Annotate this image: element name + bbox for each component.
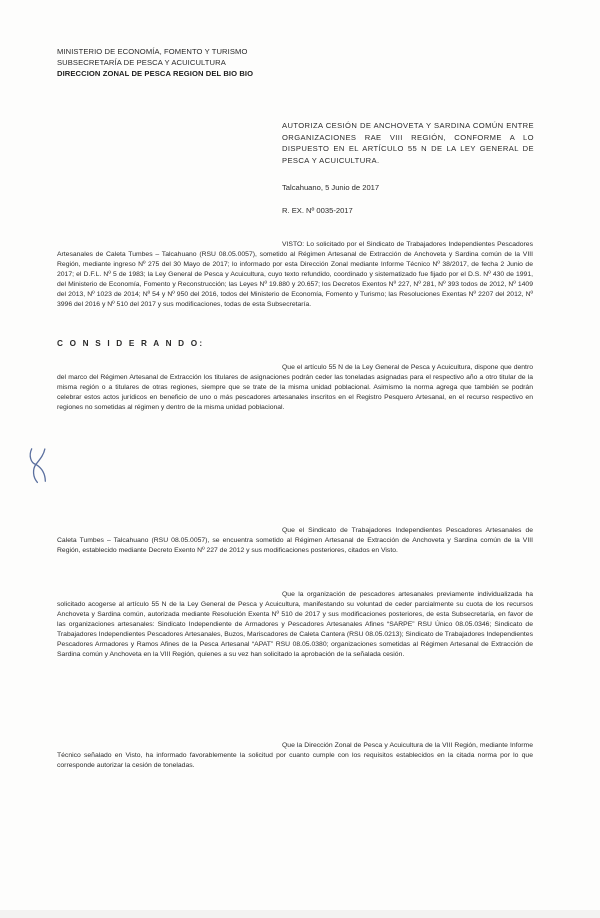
paragraph-lead: Que la Dirección Zonal de Pesca y Acuicultura de la VIII <box>282 742 453 749</box>
handwritten-initial-mark <box>25 443 53 488</box>
considerando-paragraph-1 <box>57 363 533 413</box>
scan-bottom-edge <box>0 910 600 918</box>
resolution-number: R. EX. Nº 0035-2017 <box>282 206 353 215</box>
subsecretary-name: SUBSECRETARÍA DE PESCA Y ACUICULTURA <box>57 58 226 67</box>
place-date: Talcahuano, 5 Junio de 2017 <box>282 183 380 192</box>
paragraph-text: Acuicultura, dispone que dentro del marco del Régimen Artesanal de Extracción los titulares de asignaciones podrán ceder las toneladas asignadas para el respectivo año a otro titular de la misma región o a titulares de otras regiones, siempre que se trate de la misma unidad poblacional. Asimismo la norma agrega que también se podrán celebrar estos actos jurídicos en beneficio de uno o más pescadores artesanales inscritos en el Registro Pesquero Artesanal, en el recurso respectivo en regiones no sometidas al régimen y dentro de la misma unidad poblacional. <box>57 364 533 411</box>
visto-paragraph <box>57 240 533 310</box>
considerando-paragraph-3 <box>57 590 533 660</box>
letterhead <box>57 46 253 79</box>
considerando-heading: C O N S I D E R A N D O: <box>57 339 205 348</box>
paragraph-text: Pescadores Artesanales de Caleta Tumbes – Talcahuano (RSU 08.05.0057), se encuentra sometido al Régimen Artesanal de Extracción de Anchoveta y Sardina común de la VIII Región, establecido mediante Decreto Exento Nº 227 de 2012 y sus modificaciones posteriores, citados en Visto. <box>57 527 534 554</box>
considerando-paragraph-2 <box>57 526 533 556</box>
paragraph-lead: Que la organización de pescadores artesanales <box>282 591 434 598</box>
resolution-subject: AUTORIZA CESIÓN DE ANCHOVETA Y SARDINA COMÚN ENTRE ORGANIZACIONES RAE VIII REGIÓN, CONFORME A LO DISPUESTO EN EL ARTÍCULO 55 N DE LA LEY GENERAL DE PESCA Y ACUICULTURA. <box>282 121 534 165</box>
paragraph-text: previamente individualizada ha solicitado acogerse al artículo 55 N de la Ley General de Pesca y Acuicultura, manifestando su voluntad de ceder parcialmente su cuota de los recursos Anchoveta y Sardina común, autorizada mediante Resolución Exenta Nº 510 de 2017 y sus modificaciones posteriores, de esta Subsecretaría, en favor de las organizaciones artesanales: Sindicato Independiente de Armadores y Pescadores Artesanales Afines “SARPE” RSU Único 08.05.0346; Sindicato de Trabajadores Independientes Pescadores Artesanales, Buzos, Mariscadores de Caleta Cantera (RSU 08.05.0213); Sindicato de Trabajadores Independientes Pescadores Armadores y Ramos Afines de la Pesca Artesanal “APAT” RSU 08.05.0380; organizaciones sometidas al Régimen Artesanal de Extracción de Sardina común y Anchoveta en la VIII Región, quienes a su vez han solicitado la aprobación de la señalada cesión. <box>57 591 533 658</box>
paragraph-lead: Que el Sindicato de Trabajadores Independientes <box>282 527 442 534</box>
considerando-paragraph-4 <box>57 741 533 771</box>
visto-text: VISTO: Lo solicitado por el Sindicato de Trabajadores Independientes Pescadores Artesanales de Caleta Tumbes – Talcahuano (RSU 08.05.0057), sometido al Régimen Artesanal de Extracción de Anchoveta y Sardina común de la VIII Región, mediante ingreso Nº 275 del 30 Mayo de 2017; lo informado por esta Dirección Zonal mediante Informe Técnico Nº 38/2017, de fecha 2 Junio de 2017; el D.F.L. Nº 5 de 1983; la Ley General de Pesca y Acuicultura, cuyo texto refundido, coordinado y sistematizado fue fijado por el D.S. Nº 430 de 1991, del Ministerio de Economía, Fomento y Reconstrucción; las Leyes Nº 19.880 y 20.657; los Decretos Exentos Nº 227, Nº 281, Nº 393 todos de 2012, Nº 1409 del 2013, Nº 1023 de 2014; Nº 54 y Nº 950 del 2016, todos del Ministerio de Economía, Fomento y Turismo; las Resoluciones Exentas Nº 2207 del 2012, Nº 3996 del 2016 y Nº 510 del 2017 y sus modificaciones, todas de esta Subsecretaría. <box>57 241 533 308</box>
paragraph-text: Región, mediante Informe Técnico señalado en Visto, ha informado favorablemente la solicitud por cuanto cumple con los requisitos establecidos en la citada norma por lo que corresponde autorizar la cesión de toneladas. <box>57 742 533 769</box>
paragraph-lead: Que el artículo 55 N de la Ley General de Pesca y <box>282 364 436 371</box>
ministry-name: MINISTERIO DE ECONOMÍA, FOMENTO Y TURISMO <box>57 47 248 56</box>
zonal-direction-name: DIRECCION ZONAL DE PESCA REGION DEL BIO BIO <box>57 69 254 78</box>
